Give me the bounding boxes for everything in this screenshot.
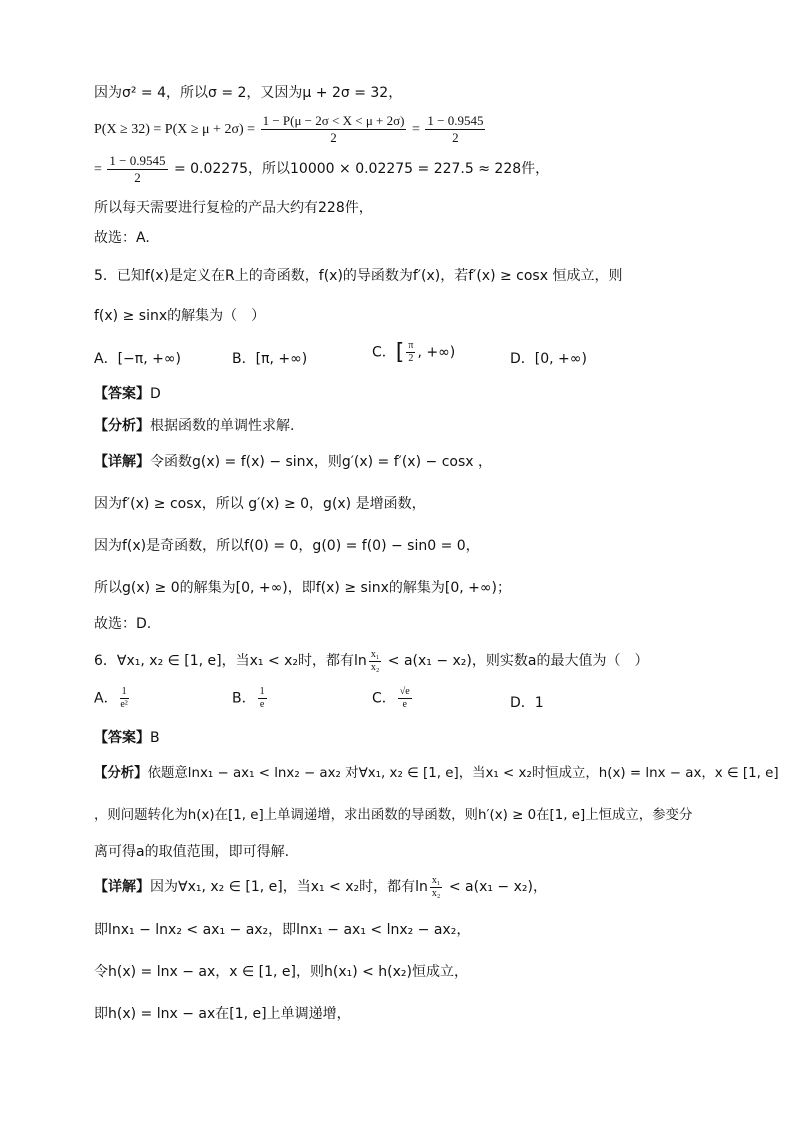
detail-line [94, 872, 547, 902]
fraction-denominator: e [402, 699, 407, 710]
analysis-text: 根据函数的单调性求解. [150, 418, 295, 434]
fraction-numerator: 1 − 0.9545 [109, 152, 166, 168]
fraction-denominator: 2 [330, 129, 337, 145]
option-label: A． [94, 690, 118, 707]
text-line: 所以每天需要进行复检的产品大约有228件， [94, 200, 373, 216]
answer-value: D [150, 386, 161, 402]
option-d: D．1 [510, 695, 544, 711]
analysis-line: ，则问题转化为h(x)在[1, e]上单调递增，求出函数的导函数，则h′(x) ≥ 0在[1, e]上恒成立，参变分 [94, 808, 693, 823]
analysis-line: 离可得a的取值范围，即可得解. [94, 844, 290, 860]
fraction-denominator: x₂ [370, 661, 380, 673]
fraction [430, 875, 443, 900]
text-line: 故选：A. [94, 230, 150, 246]
detail-text: < a(x₁ − x₂)， [444, 879, 547, 895]
option-c [372, 686, 414, 711]
fraction [261, 113, 407, 146]
fraction [107, 153, 167, 186]
detail-line [94, 452, 492, 472]
fraction-denominator: e² [120, 699, 128, 710]
question-6-stem [94, 646, 648, 676]
fraction [120, 686, 129, 711]
detail-text: 令函数g(x) = f(x) − sinx，则g′(x) = f′(x) − cosx ， [150, 454, 492, 470]
text-line: 即lnx₁ − lnx₂ < ax₁ − ax₂，即lnx₁ − ax₁ < lnx₂ − ax₂， [94, 922, 471, 938]
equation-text: = [94, 162, 106, 177]
fraction-numerator: x₁ [370, 648, 380, 660]
equation-text: = 0.02275，所以10000 × 0.02275 = 227.5 ≈ 228件， [169, 161, 550, 177]
analysis-line [94, 416, 294, 436]
fraction-numerator: √e [399, 686, 410, 697]
analysis-line [94, 764, 779, 784]
text-line: 因为f(x)是奇函数，所以f(0) = 0，g(0) = f(0) − sin0 = 0， [94, 538, 480, 554]
question-text: < a(x₁ − x₂)，则实数a的最大值为（ ） [383, 653, 649, 669]
answer-tag: 【答案】 [94, 386, 150, 402]
fraction [369, 649, 382, 674]
fraction [406, 340, 415, 365]
answer-line [94, 728, 160, 748]
option-c: C．[ $\frac{\pi}{2}$ , +∞) [372, 340, 456, 365]
fraction-numerator: 1 − 0.9545 [427, 112, 484, 128]
fraction-denominator: 2 [408, 353, 414, 364]
question-5-stem: f(x) ≥ sinx的解集为（ ） [94, 308, 266, 324]
fraction-numerator: 1 [121, 686, 127, 697]
option-a [94, 686, 131, 711]
analysis-tag: 【分析】 [94, 766, 148, 781]
equation-line [94, 152, 549, 187]
equation-text: = [408, 122, 424, 137]
fraction-denominator: 2 [134, 169, 141, 185]
analysis-text: 依题意lnx₁ − ax₁ < lnx₂ − ax₂ 对∀x₁, x₂ ∈ [1, e]，当x₁ < x₂时恒成立，h(x) = lnx − ax，x ∈ [1, e] [147, 766, 779, 781]
text-line: 所以g(x) ≥ 0的解集为[0, +∞)，即f(x) ≥ sinx的解集为[0, +∞)； [94, 580, 511, 596]
text-line: 因为f′(x) ≥ cosx，所以 g′(x) ≥ 0，g(x) 是增函数， [94, 496, 426, 512]
detail-tag: 【详解】 [94, 454, 150, 470]
fraction [398, 686, 412, 711]
option-b [232, 686, 269, 711]
detail-text: 因为∀x₁, x₂ ∈ [1, e]，当x₁ < x₂时，都有ln [150, 879, 428, 895]
text-line: 因为σ² = 4，所以σ = 2，又因为μ + 2σ = 32， [94, 85, 403, 101]
fraction-denominator: 2 [452, 129, 459, 145]
question-5-stem: 5．已知f(x)是定义在R上的奇函数，f(x)的导函数为f′(x)，若f′(x) ≥ cosx 恒成立，则 [94, 268, 623, 284]
option-label: C． [372, 344, 396, 361]
option-b: B．[π, +∞) [232, 351, 308, 367]
analysis-tag: 【分析】 [94, 418, 150, 434]
option-a: A．[−π, +∞) [94, 351, 181, 367]
text-line: 即h(x) = lnx − ax在[1, e]上单调递增， [94, 1006, 351, 1022]
fraction [425, 113, 485, 146]
answer-line [94, 384, 161, 404]
fraction-numerator: x₁ [431, 874, 441, 886]
answer-tag: 【答案】 [94, 730, 150, 746]
question-text: 6．∀x₁, x₂ ∈ [1, e]，当x₁ < x₂时，都有ln [94, 653, 367, 669]
answer-value: B [150, 730, 160, 746]
text-line: 令h(x) = lnx − ax，x ∈ [1, e]，则h(x₁) < h(x₂)恒成立， [94, 964, 469, 980]
option-d: D．[0, +∞) [510, 351, 587, 367]
equation-text: P(X ≥ 32) = P(X ≥ μ + 2σ) = [94, 122, 259, 137]
equation-line [94, 112, 487, 147]
fraction-numerator: π [408, 340, 414, 351]
option-text: , +∞) [417, 344, 456, 361]
text-line: 故选：D. [94, 616, 152, 632]
option-label: B． [232, 690, 256, 707]
option-label: C． [372, 690, 396, 707]
detail-tag: 【详解】 [94, 879, 150, 895]
fraction-denominator: x₂ [431, 887, 441, 899]
fraction-numerator: 1 [259, 686, 265, 697]
fraction [258, 686, 267, 711]
fraction-denominator: e [259, 699, 265, 710]
fraction-numerator: 1 − P(μ − 2σ < X < μ + 2σ) [262, 112, 405, 128]
